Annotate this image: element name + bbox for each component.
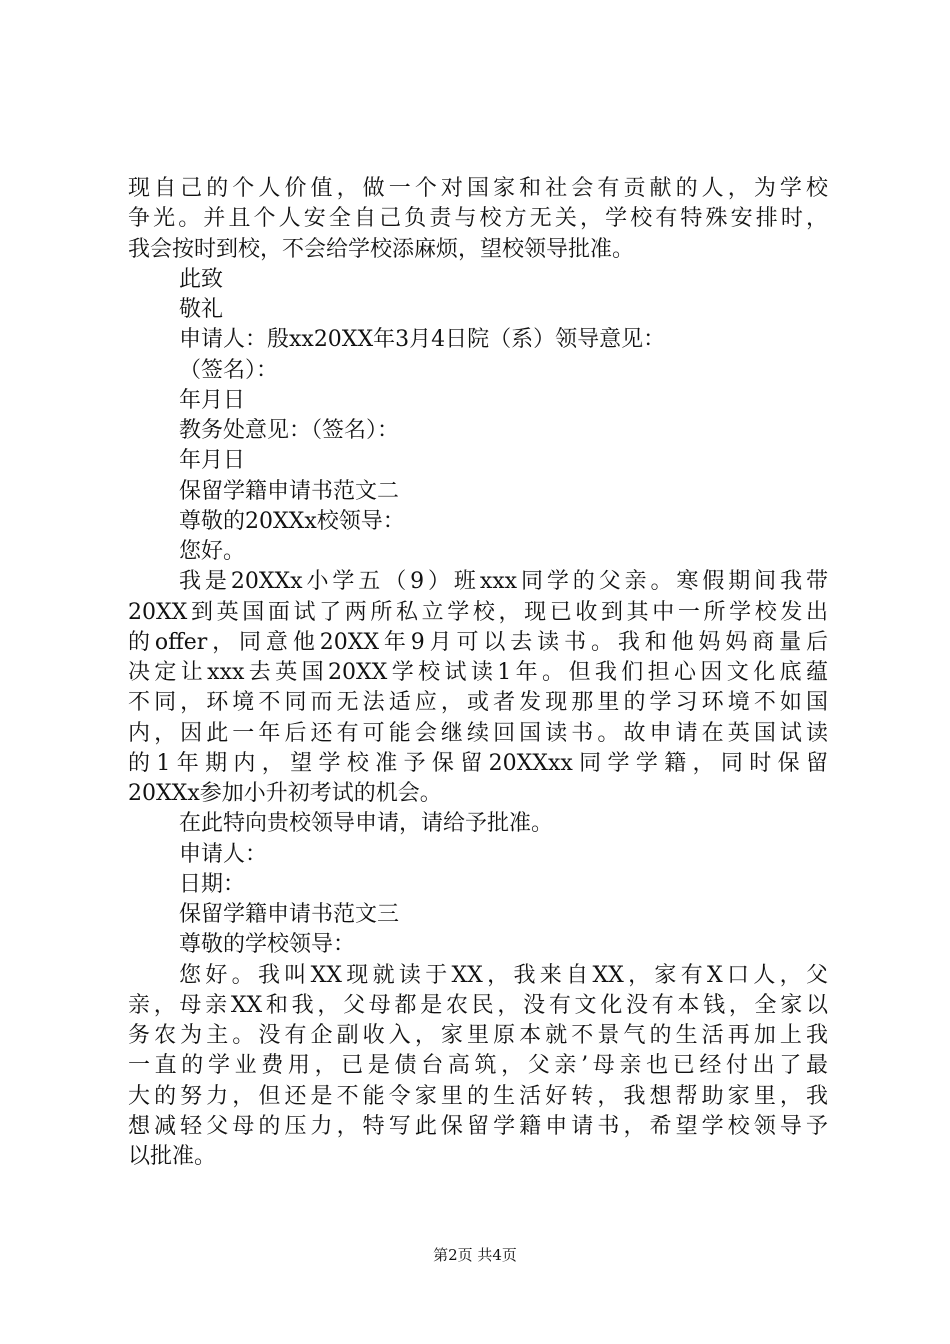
text-line: 的1年期内，望学校准予保留20XXxx同学学籍，同时保留 [128, 750, 828, 776]
text-line: 务农为主。没有企副收入，家里原本就不景气的生活再加上我 [128, 1023, 828, 1048]
text-line: 争光。并且个人安全自己负责与校方无关，学校有特殊安排时， [128, 206, 828, 232]
text-line: 年月日 [179, 387, 246, 413]
text-line: 决定让xxx去英国20XX学校试读1年。但我们担心因文化底蕴 [128, 660, 828, 685]
text-line: 20XX到英国面试了两所私立学校，现已收到其中一所学校发出 [128, 599, 828, 625]
text-line: 教务处意见：（签名）： [179, 418, 400, 443]
text-line: 年月日 [179, 448, 246, 474]
text-line: 我会按时到校，不会给学校添麻烦，望校领导批准。 [128, 236, 635, 262]
text-line: 一直的学业费用，已是债台高筑，父亲’母亲也已经付出了最 [128, 1053, 828, 1079]
text-line: 不同，环境不同而无法适应，或者发现那里的学习环境不如国 [128, 690, 828, 716]
text-line: 在此特向贵校领导申请，请给予批准。 [179, 811, 554, 837]
text-line: 尊敬的学校领导： [179, 932, 356, 958]
text-line: 亲，母亲XX和我，父母都是农民，没有文化没有本钱，全家以 [128, 992, 828, 1018]
text-line: （签名）： [179, 357, 279, 383]
text-line: 您好。我叫XX现就读于XX，我来自XX，家有X口人，父 [179, 962, 828, 988]
text-line: 大的努力，但还是不能令家里的生活好转，我想帮助家里，我 [128, 1083, 828, 1109]
text-line: 现自己的个人价值，做一个对国家和社会有贡献的人，为学校 [128, 176, 828, 201]
text-line: 日期： [179, 871, 246, 897]
text-line: 内，因此一年后还有可能会继续回国读书。故申请在英国试读 [128, 720, 828, 746]
text-line: 此致 [179, 266, 224, 292]
text-line: 敬礼 [179, 297, 224, 322]
text-line: 保留学籍申请书范文二 [179, 478, 400, 504]
text-line: 想减轻父母的压力，特写此保留学籍申请书，希望学校领导予 [128, 1113, 828, 1139]
text-line: 我是20XXx小学五（9）班xxx同学的父亲。寒假期间我带 [179, 569, 828, 595]
text-line: 申请人：殷xx20XX年3月4日院（系）领导意见： [179, 327, 666, 353]
text-line: 尊敬的20XXx校领导： [179, 508, 405, 534]
text-line: 以批准。 [128, 1144, 217, 1169]
text-line: 的offer，同意他20XX年9月可以去读书。我和他妈妈商量后 [128, 629, 828, 655]
page-footer: 第2页 共4页 [433, 1246, 517, 1264]
text-line: 申请人： [179, 841, 268, 867]
text-line: 您好。 [179, 539, 246, 564]
document-body [128, 174, 828, 1172]
text-line: 保留学籍申请书范文三 [179, 902, 400, 927]
text-line: 20XXx参加小升初考试的机会。 [128, 781, 442, 806]
